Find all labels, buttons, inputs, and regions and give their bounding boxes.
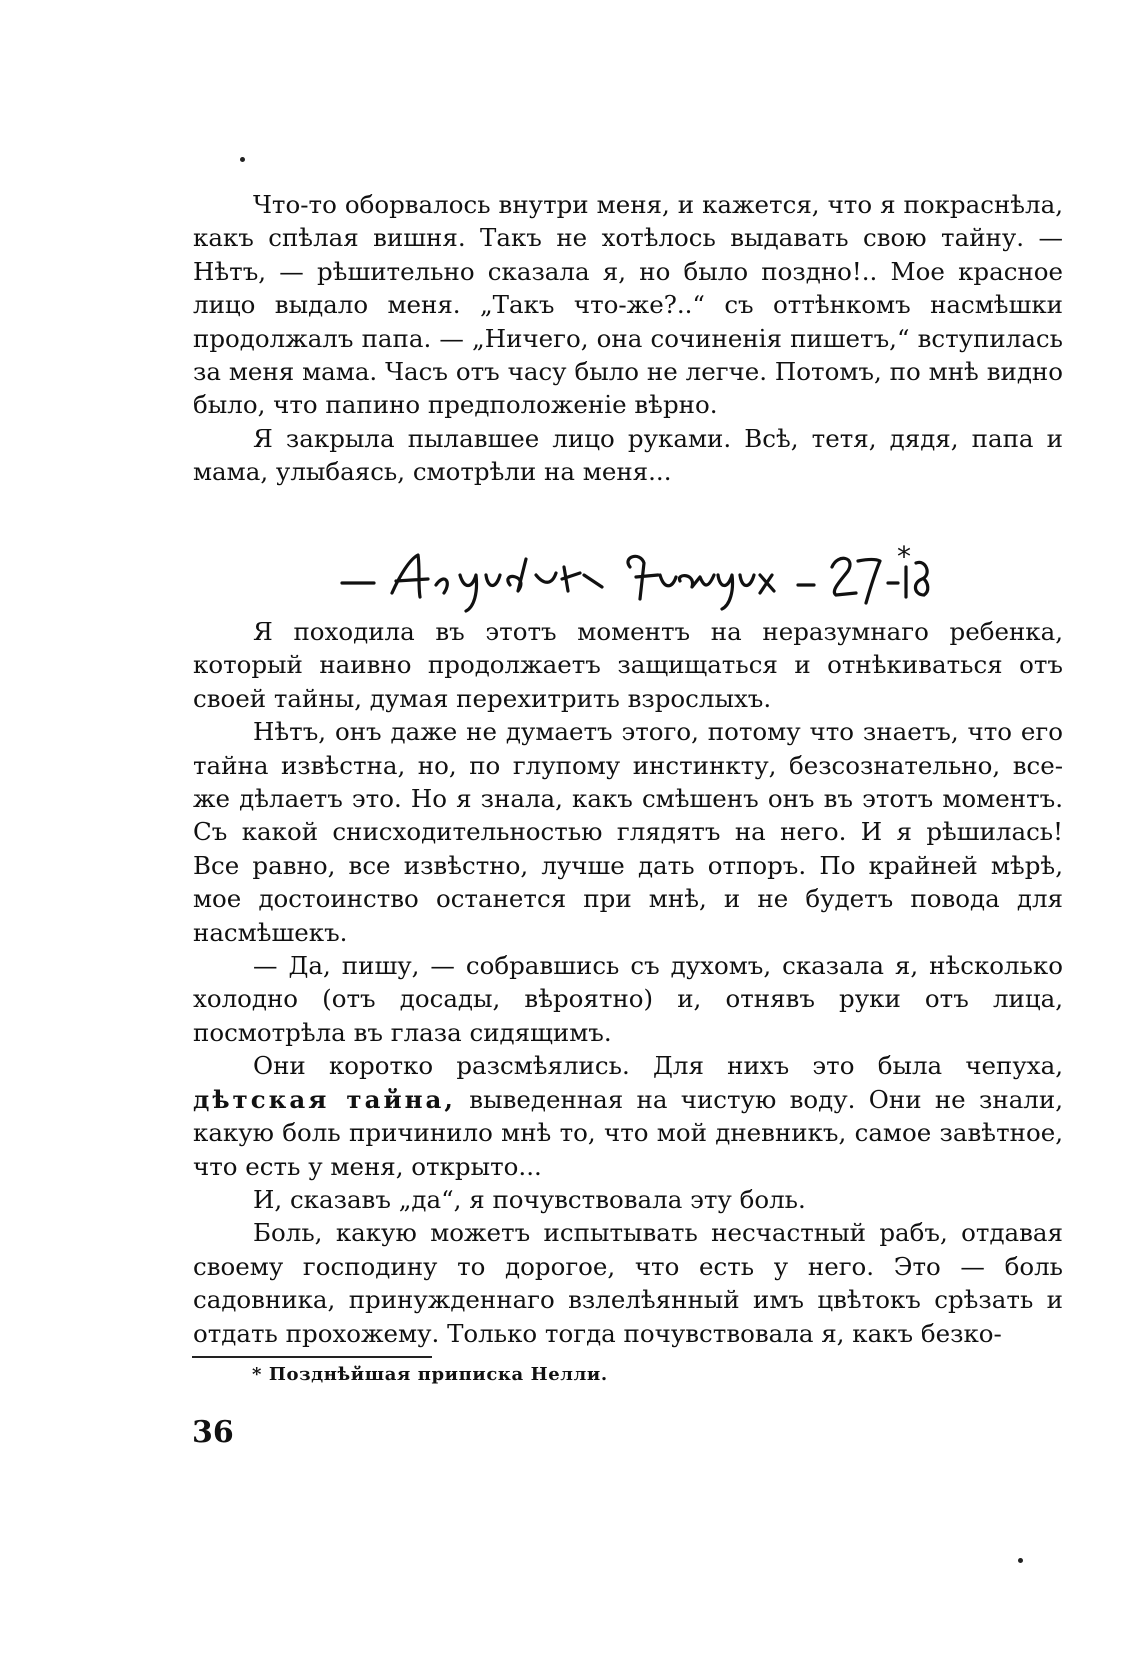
laughter-text-end: выведенная на чистую воду. Они не знали, какую боль причинило мнѣ то, что мой дневникъ, самое завѣтное, что есть у меня, открыто... [193, 1084, 1063, 1181]
print-speck [1018, 1558, 1023, 1563]
paragraph-child: Я походила въ этотъ моментъ на неразумнаго ребенка, который наивно продолжаетъ защищаться и отнѣкиваться отъ своей тайны, думая перехитрить взрослыхъ. [193, 617, 1063, 713]
print-speck [240, 157, 245, 162]
paragraph-slave: Боль, какую можетъ испытывать несчастный рабъ, отдавая своему господину то дорогое, что есть у него. Это — боль садовника, принужденнаго взлелѣянный имъ цвѣтокъ срѣзать и отдать прохожему. Только тогда почувствовала я, какъ безко- [193, 1218, 1063, 1348]
footnote-divider [192, 1356, 432, 1358]
footnote: * Позднѣйшая приписка Нелли. [252, 1364, 608, 1385]
spaced-emphasis: дѣтская тайна, [193, 1084, 456, 1114]
handwritten-note [340, 545, 930, 615]
laughter-text-start: Они коротко разсмѣялись. Для нихъ это была чепуха, [253, 1051, 1063, 1081]
paragraph-answer: — Да, пишу, — собравшись съ духомъ, сказала я, нѣсколько холодно (отъ досады, вѣроятно) и, отнявъ руки отъ лица, посмотрѣла въ глаза сидящимъ. [193, 951, 1063, 1047]
page-number: 36 [192, 1415, 234, 1450]
paragraph-decision: Нѣтъ, онъ даже не думаетъ этого, потому что знаетъ, что его тайна извѣстна, но, по глупому инстинкту, безсознательно, все-же дѣлаетъ это. Но я знала, какъ смѣшенъ онъ въ этотъ моментъ. Съ какой снисходительностью глядятъ на него. И я рѣшилась! Все равно, все извѣстно, лучше дать отпоръ. По крайней мѣрѣ, мое достоинство останется при мнѣ, и не будетъ повода для насмѣшекъ. [193, 717, 1063, 947]
paragraph-blush: Что-то оборвалось внутри меня, и кажется, что я покраснѣла, какъ спѣлая вишня. Такъ не хотѣлось выдавать свою тайну. — Нѣтъ, — рѣшительно сказала я, но было поздно!.. Мое красное лицо выдало меня. „Такъ что-же?..“ съ оттѣнкомъ насмѣшки продолжалъ папа. — „Ничего, она сочиненія пишетъ,“ вступилась за меня мама. Часъ отъ часу было не легче. Потомъ, по мнѣ видно было, что папино предположеніе вѣрно. [193, 190, 1063, 420]
footnote-marker: * [897, 540, 911, 573]
handwritten-note-drawing [340, 545, 930, 615]
paragraph-laughter [193, 1049, 1063, 1183]
text-block-bottom [193, 615, 1063, 1350]
paragraph-pain: И, сказавъ „да“, я почувствовала эту боль. [253, 1184, 806, 1214]
paragraph-covered-face: Я закрыла пылавшее лицо руками. Всѣ, тетя, дядя, папа и мама, улыбаясь, смотрѣли на меня... [193, 423, 1063, 487]
text-block-top [193, 188, 1063, 489]
